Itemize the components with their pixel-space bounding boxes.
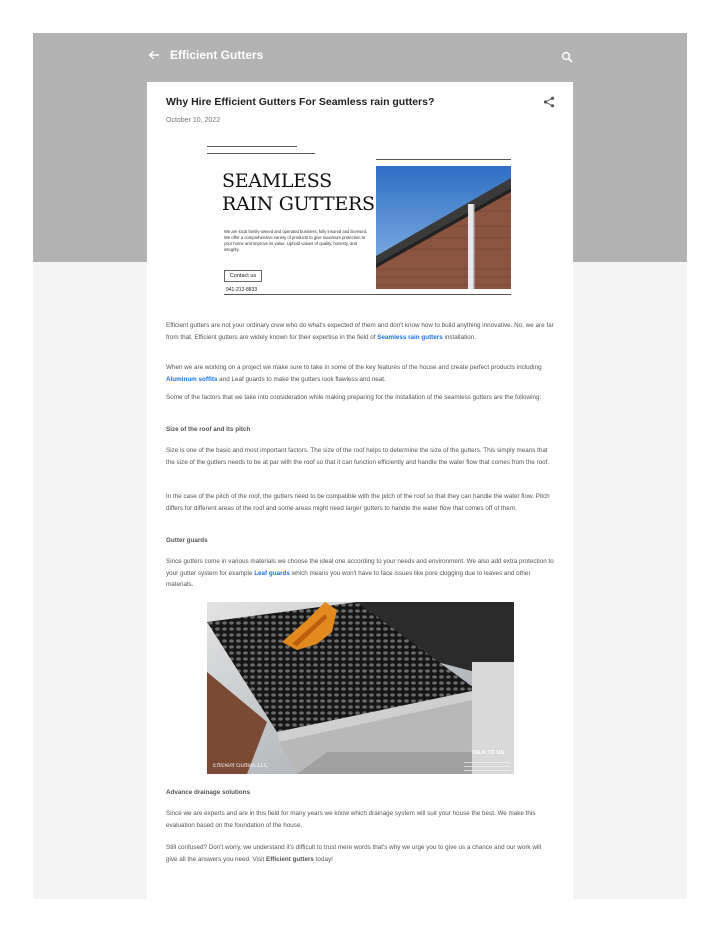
aluminum-soffits-link[interactable]: Aluminum soffits: [166, 375, 218, 383]
paragraph: Efficient gutters are not your ordinary crew who do what's expected of them and don't know how to build anything innovative. No, we are far from that. Efficient gutters are widely known for their expertise in the field of Seamless rain gutters installation.: [166, 322, 554, 341]
banner-phone: 941-212-8833: [226, 287, 258, 293]
photo-contact-lines: [464, 759, 510, 771]
paragraph: Since gutters come in various materials we choose the ideal one according to your needs and environment. We also add extra protection to your gutter system for example Leaf guards which means you won't have to face issues like pore clogging due to leaves and other materials.: [166, 558, 554, 589]
photo-caption: Efficient Gutters LLC: [213, 763, 269, 769]
photo-talk-label: TALK TO US: [471, 750, 504, 756]
share-icon[interactable]: [543, 96, 555, 108]
paragraph: Still confused? Don't worry, we understand it's difficult to trust mere words that's why we urge you to give us a chance and our work will give all the answers you need. Visit Efficient gutters today!: [166, 844, 542, 863]
gutter-house-photo: [376, 166, 511, 289]
paragraph: In the case of the pitch of the roof, the gutters need to be compatible with the pitch of the roof so that they can handle the water flow. Pitch differs for different areas of the roof and some areas might need larger gutters to handle the water flow that comes off of them.: [166, 493, 550, 512]
search-icon[interactable]: [561, 51, 573, 63]
section-heading: Gutter guards: [166, 537, 208, 544]
banner-description: We are local family-owned and operated business, fully insured and licensed. We offer a comprehensive variety of products to give maximum protection to your home and improve its value. Uphold values of quality, honesty, and integrity.: [224, 229, 368, 252]
section-heading: Advance drainage solutions: [166, 789, 250, 796]
arrow-left-icon[interactable]: [147, 48, 161, 62]
page-side-left: [33, 262, 147, 899]
efficient-gutters-emphasis: Efficient gutters: [266, 855, 314, 863]
banner-heading: SEAMLESS RAIN GUTTERS: [222, 170, 375, 215]
post-title: Why Hire Efficient Gutters For Seamless rain gutters?: [166, 96, 435, 108]
paragraph: Since we are experts and are in this field for many years we know which drainage system will suit your house the best. We make this evaluation based on the foundation of the house.: [166, 810, 536, 829]
banner-rule: [224, 294, 511, 295]
seamless-gutters-banner: [205, 144, 517, 302]
site-title[interactable]: Efficient Gutters: [170, 48, 264, 62]
paragraph: Some of the factors that we take into consideration while making preparing for the installation of the seamless gutters are the following:: [166, 394, 542, 401]
page-side-right: [573, 262, 687, 899]
paragraph: Size is one of the basic and most important factors. The size of the roof helps to determine the size of the gutters. This simply means that the size of the gutters needs to be at par with the roof so that it can function efficiently and handle the water flow that comes from the roof.: [166, 447, 550, 466]
top-bar: [147, 45, 573, 69]
banner-rule: [207, 153, 315, 154]
post-card: [147, 82, 573, 899]
seamless-rain-gutters-link[interactable]: Seamless rain gutters: [377, 333, 443, 341]
paragraph: When we are working on a project we make sure to take in some of the key features of the house and create perfect products including Aluminum soffits and Leaf guards to make the gutters look flawless and neat.: [166, 364, 542, 383]
banner-rule: [376, 159, 511, 160]
section-heading: Size of the roof and its pitch: [166, 426, 251, 433]
post-date: October 10, 2022: [166, 117, 221, 124]
banner-contact-button: Contact us: [224, 270, 262, 282]
leaf-guards-link[interactable]: Leaf guards: [254, 569, 290, 577]
gutter-guard-photo: [207, 602, 514, 774]
banner-rule: [207, 146, 297, 147]
